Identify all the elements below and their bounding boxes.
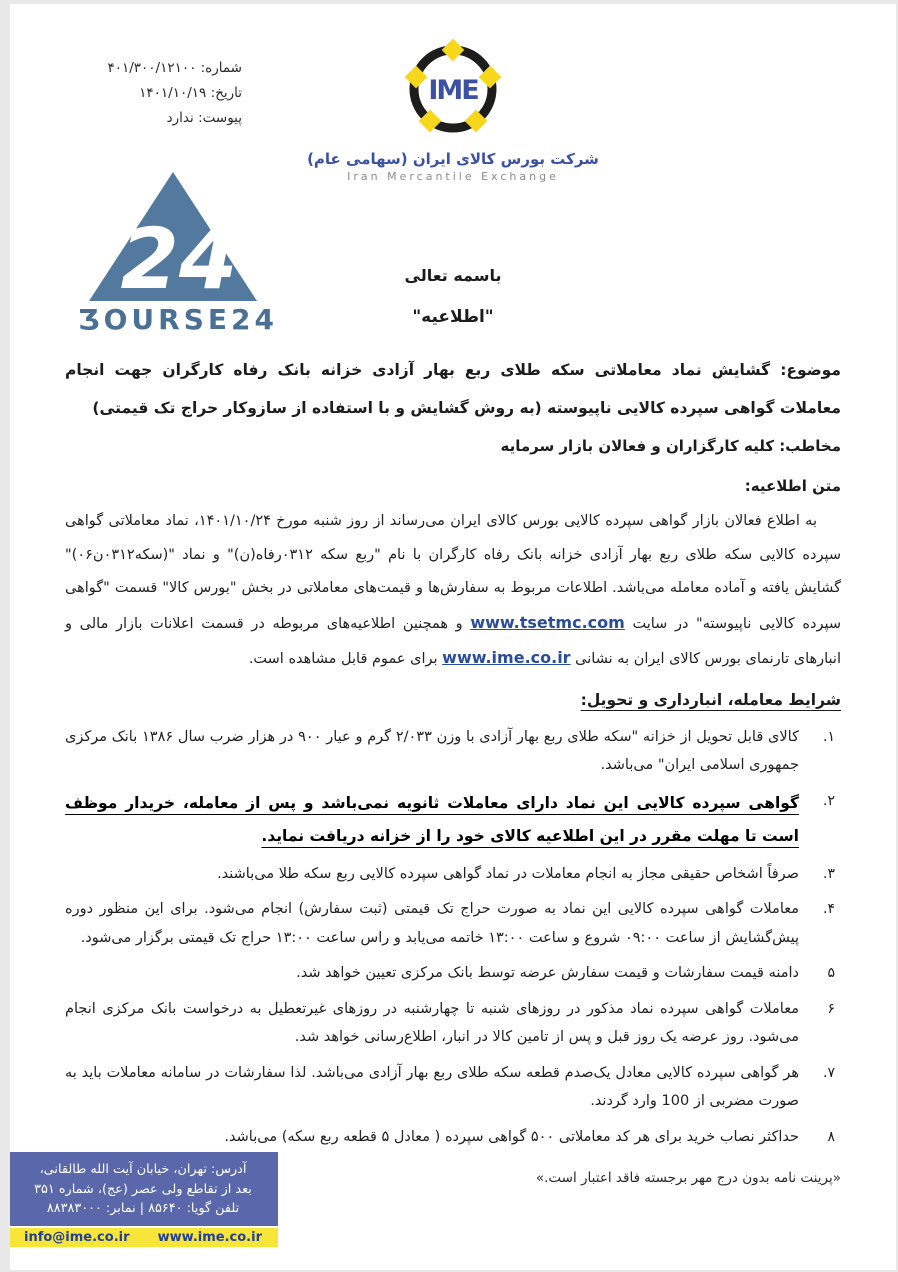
- footer: [10, 1152, 278, 1247]
- ime-org-name-fa: شرکت بورس کالای ایران (سهامی عام): [307, 150, 599, 168]
- condition-number: ۱.: [823, 728, 835, 745]
- condition-text: معاملات گواهی سپرده نماد مذکور در روزهای شنبه تا چهارشنبه در روزهای غیرتعطیل به درخواست بانک مرکزی انجام می‌شود. روز عرضه یک روز قبل و پس از تامین کالا در انبار، اطلاع‌رسانی خواهد شد.: [65, 1000, 799, 1045]
- announcement-text-2: و همچنین اطلاعیه‌های مربوطه در قسمت اعلانات بازار مالی و انبارهای تارنمای بورس کالای ایران به نشانی: [65, 615, 841, 667]
- ime-logo-icon: [397, 34, 509, 144]
- condition-item-7: [65, 1059, 841, 1116]
- condition-item-5: [65, 959, 841, 988]
- condition-text: گواهی سپرده کالایی این نماد دارای معاملات ثانویه نمی‌باشد و پس از معامله، خریدار موظف است تا مهلت مقرر در این اطلاعیه کالای خود را از خزانه دریافت نماید.: [65, 793, 799, 845]
- condition-item-3: [65, 860, 841, 889]
- footer-address-box: [10, 1152, 278, 1226]
- condition-item-6: [65, 995, 841, 1052]
- bourse24-triangle-number: 24: [120, 210, 238, 303]
- footer-address-line-1: آدرس: تهران، خیابان آیت الله طالقانی،: [39, 1162, 247, 1177]
- body-label: متن اطلاعیه:: [744, 477, 841, 495]
- letter-attachment: [82, 106, 242, 131]
- condition-text: هر گواهی سپرده کالایی معادل یک‌صدم قطعه سکه طلای ربع بهار آزادی می‌باشد. لذا سفارشات در سامانه معاملات باید به صورت مضربی از 100 وارد گردند.: [65, 1064, 799, 1109]
- audience-line: مخاطب: کلیه کارگزاران و فعالان بازار سرمایه: [500, 437, 841, 455]
- condition-text: دامنه قیمت سفارشات و قیمت سفارش عرضه توسط بانک مرکزی تعیین خواهد شد.: [296, 965, 799, 981]
- condition-number: ۵: [827, 965, 835, 981]
- letter-number: [82, 56, 242, 81]
- letter-attachment-label: پیوست:: [198, 110, 242, 126]
- conditions-list: [65, 723, 841, 1152]
- condition-item-8: [65, 1123, 841, 1152]
- tsetmc-link[interactable]: www.tsetmc.com: [470, 612, 625, 632]
- ime-monogram: IME: [428, 75, 478, 106]
- ime-org-name-en: Iran Mercantile Exchange: [347, 170, 559, 183]
- letter-body: [65, 351, 841, 1158]
- footer-contact-bar: [10, 1228, 278, 1247]
- condition-number: ۴.: [823, 901, 835, 917]
- letter-attachment-value: ندارد: [166, 110, 194, 126]
- footer-email-link[interactable]: info@ime.co.ir: [24, 1229, 130, 1245]
- letter-number-value: ۴۰۱/۳۰۰/۱۲۱۰۰: [107, 60, 197, 76]
- letter-date: [82, 81, 242, 106]
- stamp-validity-note: «پرینت نامه بدون درج مهر برجسته فاقد اعتبار است.»: [535, 1170, 841, 1186]
- basmala-heading: باسمه تعالی: [404, 266, 502, 285]
- condition-number: ۳.: [823, 865, 835, 882]
- conditions-heading: شرایط معامله، انبارداری و تحویل:: [580, 690, 841, 709]
- letter-number-label: شماره:: [200, 60, 242, 76]
- condition-item-1: [65, 723, 841, 780]
- condition-text: کالای قابل تحویل از خزانه "سکه طلای ربع بهار آزادی با وزن ۲/۰۳۳ گرم و عیار ۹۰۰ در هزار ضرب سال ۱۳۸۶ بانک مرکزی جمهوری اسلامی ایران" می‌باشد.: [65, 728, 799, 773]
- letter-date-value: ۱۴۰۱/۱۰/۱۹: [139, 85, 207, 101]
- condition-number: ۶: [827, 1000, 835, 1017]
- ime-logo: [303, 34, 603, 183]
- notice-title: "اطلاعیه": [412, 307, 494, 327]
- letterhead-meta: [82, 56, 242, 131]
- condition-item-2: [65, 787, 841, 853]
- condition-number: ۷.: [823, 1064, 835, 1081]
- footer-phone-line: تلفن گویا: ۸۵۶۴۰ | نمابر: ۸۸۳۸۳۰۰۰: [46, 1201, 240, 1216]
- condition-number: ۸: [827, 1128, 835, 1145]
- condition-text: معاملات گواهی سپرده کالایی این نماد به صورت حراج تک قیمتی (ثبت سفارش) انجام می‌شود. برای این منظور دوره پیش‌گشایش از ساعت ۰۹:۰۰ شروع و ساعت ۱۳:۰۰ خاتمه می‌یابد و راس ساعت ۱۳:۰۰ حراج تک قیمتی برگزار می‌شود.: [65, 901, 799, 946]
- ime-website-link[interactable]: www.ime.co.ir: [442, 648, 571, 667]
- condition-number: ۲.: [823, 792, 835, 809]
- footer-website-link[interactable]: www.ime.co.ir: [157, 1229, 262, 1245]
- bourse24-wordmark: ƷOURSE24: [78, 303, 278, 336]
- condition-text: صرفاً اشخاص حقیقی مجاز به انجام معاملات در نماد گواهی سپرده کالایی ربع سکه طلا می‌باشند.: [217, 865, 799, 882]
- letter-page: [10, 4, 896, 1270]
- announcement-text-3: برای عموم قابل مشاهده است.: [248, 651, 443, 667]
- letter-date-label: تاریخ:: [210, 85, 242, 101]
- subject-line: موضوع: گشایش نماد معاملاتی سکه طلای ربع بهار آزادی خزانه بانک رفاه کارگران جهت انجام معاملات گواهی سپرده کالایی ناپیوسته (به روش گشایش و با استفاده از سازوکار حراج تک قیمتی): [65, 361, 841, 417]
- announcement-text-1: به اطلاع فعالان بازار گواهی سپرده کالایی بورس کالای ایران می‌رساند از روز شنبه مورخ ۱۴۰۱/۱۰/۲۴، نماد معاملاتی گواهی سپرده کالایی سکه طلای ربع بهار آزادی خزانه بانک رفاه کارگران با نام "ربع سکه ۰۳۱۲رفاه(ن)" و نماد "(سکه۰۳۱۲ن۰۶)" گشایش یافته و آماده معامله می‌باشد. اطلاعات مربوط به سفارش‌ها و قیمت‌های معاملاتی در بخش "بورس کالا" قسمت "گواهی سپرده کالایی ناپیوسته" در سایت: [65, 513, 841, 632]
- footer-address-line-2: بعد از تقاطع ولی عصر (عج)، شماره ۳۵۱: [34, 1181, 252, 1197]
- announcement-paragraph: [65, 505, 841, 677]
- condition-item-4: [65, 895, 841, 952]
- condition-text: حداکثر نصاب خرید برای هر کد معاملاتی ۵۰۰ گواهی سپرده ( معادل ۵ قطعه ربع سکه) می‌باشد.: [224, 1128, 799, 1145]
